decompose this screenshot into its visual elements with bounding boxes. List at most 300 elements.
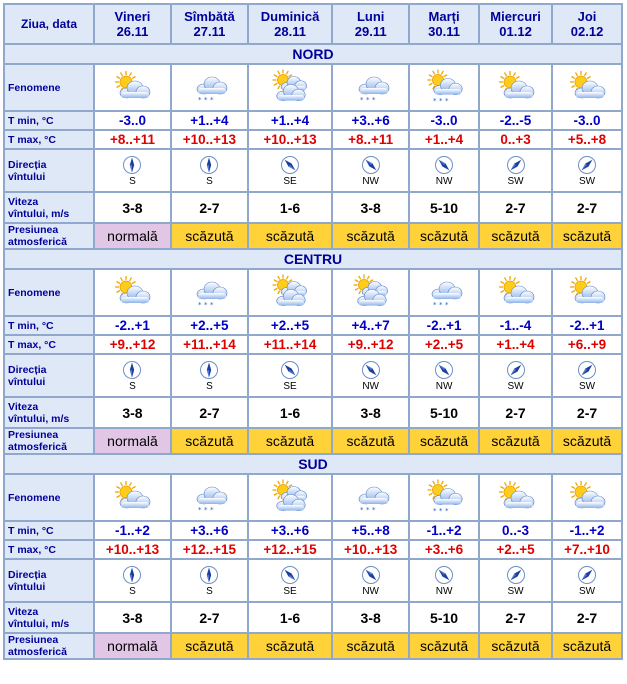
fenomene-row xyxy=(5,270,621,315)
direction-text: SE xyxy=(283,175,297,187)
direction-label-text-2: vîntului xyxy=(8,170,46,183)
weather-cell xyxy=(480,270,551,315)
weather-cell xyxy=(553,475,621,520)
region-title: SUD xyxy=(5,455,621,473)
pressure-value: scăzută xyxy=(172,429,247,453)
direction-label xyxy=(5,150,93,191)
direction-text: SW xyxy=(507,175,524,187)
partly-cloudy-icon xyxy=(95,69,170,107)
direction-text: SE xyxy=(283,585,297,597)
direction-box xyxy=(553,360,621,392)
tmin-row xyxy=(5,522,621,539)
compass-arrow-icon xyxy=(280,565,300,585)
cloud-snow-icon xyxy=(172,274,247,312)
tmin-value: -1..+2 xyxy=(553,522,621,539)
direction-cell xyxy=(95,150,170,191)
compass-arrow-icon xyxy=(199,360,219,380)
svg-text:*: * xyxy=(198,300,202,309)
direction-cell xyxy=(480,150,551,191)
tmin-value: -1..+2 xyxy=(95,522,170,539)
direction-cell xyxy=(333,355,408,396)
tmin-row xyxy=(5,317,621,334)
compass-arrow-icon xyxy=(506,565,526,585)
pressure-value: scăzută xyxy=(249,429,331,453)
partly-cloudy-icon xyxy=(553,479,621,517)
svg-text:*: * xyxy=(371,95,376,104)
tmax-value: +1..+4 xyxy=(410,131,478,148)
day-date: 30.11 xyxy=(428,24,460,39)
direction-label xyxy=(5,355,93,396)
day-header xyxy=(95,5,170,43)
day-header xyxy=(410,5,478,43)
pressure-value: scăzută xyxy=(333,634,408,658)
day-date: 02.12 xyxy=(570,24,604,39)
weather-cell xyxy=(553,270,621,315)
svg-text:*: * xyxy=(439,300,443,309)
tmax-value: +8..+11 xyxy=(333,131,408,148)
day-header xyxy=(553,5,621,43)
compass-arrow-icon xyxy=(361,565,381,585)
day-date: 28.11 xyxy=(274,24,306,39)
tmax-value: +3..+6 xyxy=(410,541,478,558)
direction-text: SE xyxy=(283,380,297,392)
tmax-label xyxy=(5,131,93,148)
pressure-value: scăzută xyxy=(249,634,331,658)
pressure-label-text-2: atmosferică xyxy=(8,441,67,453)
tmin-value: +3..+6 xyxy=(333,112,408,129)
svg-text:*: * xyxy=(359,95,364,104)
day-name: Marți xyxy=(428,9,460,24)
speed-label-text: Viteza xyxy=(8,400,39,413)
direction-cell xyxy=(480,560,551,601)
tmax-value: +2..+5 xyxy=(410,336,478,353)
direction-box xyxy=(410,360,478,392)
partly-cloudy-icon xyxy=(95,274,170,312)
tmin-value: -3..0 xyxy=(410,112,478,129)
tmax-value: +8..+11 xyxy=(95,131,170,148)
pressure-label-text-2: atmosferică xyxy=(8,236,67,248)
pressure-value: scăzută xyxy=(172,224,247,248)
pressure-value: scăzută xyxy=(553,429,621,453)
svg-text:*: * xyxy=(204,95,208,104)
day-date: 01.12 xyxy=(499,24,532,39)
direction-box xyxy=(480,360,551,392)
compass-arrow-icon xyxy=(199,565,219,585)
cloud-snow-icon xyxy=(333,69,408,107)
weather-cell xyxy=(172,475,247,520)
weather-cell xyxy=(553,65,621,110)
region-title: CENTRU xyxy=(5,250,621,268)
direction-cell xyxy=(172,150,247,191)
speed-value: 3-8 xyxy=(333,603,408,632)
tmin-value: +4..+7 xyxy=(333,317,408,334)
speed-value: 5-10 xyxy=(410,193,478,222)
speed-label-text-2: vîntului, m/s xyxy=(8,617,70,630)
weather-cell xyxy=(333,475,408,520)
weather-cell xyxy=(480,65,551,110)
pressure-label-text-2: atmosferică xyxy=(8,646,67,658)
weather-cell xyxy=(95,475,170,520)
speed-value: 5-10 xyxy=(410,603,478,632)
tmax-value: +11..+14 xyxy=(249,336,331,353)
direction-text: NW xyxy=(435,175,453,187)
tmin-value: +3..+6 xyxy=(249,522,331,539)
direction-text: SW xyxy=(578,585,596,597)
pressure-value: scăzută xyxy=(172,634,247,658)
compass-arrow-icon xyxy=(577,360,597,380)
speed-row xyxy=(5,398,621,427)
tmin-value: -1..+2 xyxy=(410,522,478,539)
svg-text:*: * xyxy=(445,506,449,515)
tmax-value: +1..+4 xyxy=(480,336,551,353)
compass-arrow-icon xyxy=(199,155,219,175)
region-row xyxy=(5,45,621,63)
tmax-label xyxy=(5,336,93,353)
speed-value: 2-7 xyxy=(172,193,247,222)
tmax-label xyxy=(5,541,93,558)
direction-box xyxy=(172,565,247,597)
partly-cloudy-icon xyxy=(95,479,170,517)
direction-cell xyxy=(95,355,170,396)
tmax-label-text: T max, °C xyxy=(8,133,56,146)
speed-value: 3-8 xyxy=(333,193,408,222)
direction-text: SW xyxy=(507,380,524,392)
tmin-value: -1..-4 xyxy=(480,317,551,334)
speed-value: 1-6 xyxy=(249,193,331,222)
compass-arrow-icon xyxy=(122,360,142,380)
pressure-value: scăzută xyxy=(333,429,408,453)
svg-text:*: * xyxy=(210,505,214,514)
weather-cell xyxy=(172,270,247,315)
pressure-label-text: Presiunea xyxy=(8,224,59,236)
cloud-snow-icon xyxy=(410,274,478,312)
speed-value: 1-6 xyxy=(249,603,331,632)
compass-arrow-icon xyxy=(577,565,597,585)
direction-text: SW xyxy=(578,175,596,187)
speed-label xyxy=(5,603,93,632)
direction-text: S xyxy=(129,175,136,187)
direction-box xyxy=(249,360,331,392)
pressure-value: scăzută xyxy=(480,634,551,658)
compass-arrow-icon xyxy=(280,360,300,380)
cloud-snow-icon xyxy=(172,69,247,107)
speed-label-text: Viteza xyxy=(8,195,39,208)
tmax-value: +12..+15 xyxy=(249,541,331,558)
weather-cell xyxy=(95,65,170,110)
speed-row xyxy=(5,603,621,632)
pressure-row xyxy=(5,429,621,453)
svg-text:*: * xyxy=(210,95,214,104)
svg-text:*: * xyxy=(439,96,443,105)
direction-label-text: Direcția xyxy=(8,363,47,376)
speed-value: 3-8 xyxy=(95,398,170,427)
header-row xyxy=(5,5,621,43)
day-header xyxy=(333,5,408,43)
tmin-label-text: T min, °C xyxy=(8,114,54,127)
tmax-value: +9..+12 xyxy=(333,336,408,353)
direction-cell xyxy=(410,150,478,191)
direction-box xyxy=(410,155,478,187)
speed-value: 3-8 xyxy=(95,603,170,632)
speed-label xyxy=(5,398,93,427)
weather-cell xyxy=(249,65,331,110)
weather-cell xyxy=(249,475,331,520)
tmax-row xyxy=(5,131,621,148)
header-label: Ziua, data xyxy=(5,5,93,43)
tmin-value: -2..-5 xyxy=(480,112,551,129)
pressure-value: normală xyxy=(95,429,170,453)
fenomene-label xyxy=(5,270,93,315)
tmin-label-text: T min, °C xyxy=(8,319,54,332)
fenomene-row xyxy=(5,65,621,110)
tmax-value: +11..+14 xyxy=(172,336,247,353)
svg-text:*: * xyxy=(433,300,437,309)
direction-box xyxy=(410,565,478,597)
tmin-value: -2..+1 xyxy=(95,317,170,334)
tmin-value: +5..+8 xyxy=(333,522,408,539)
day-name: Sîmbătă xyxy=(184,9,235,24)
weather-cell xyxy=(95,270,170,315)
pressure-label-text: Presiunea xyxy=(8,634,59,646)
speed-label-text: Viteza xyxy=(8,605,39,618)
day-name: Luni xyxy=(356,9,385,24)
day-header xyxy=(172,5,247,43)
direction-text: NW xyxy=(362,175,379,187)
region-row xyxy=(5,455,621,473)
pressure-value: scăzută xyxy=(249,224,331,248)
speed-value: 2-7 xyxy=(480,398,551,427)
pressure-value: scăzută xyxy=(410,429,478,453)
direction-box xyxy=(95,565,170,597)
weather-cell xyxy=(480,475,551,520)
tmax-row xyxy=(5,541,621,558)
cloud-snow-icon xyxy=(172,479,247,517)
direction-text: S xyxy=(206,175,213,187)
svg-text:*: * xyxy=(359,505,364,514)
tmax-value: 0..+3 xyxy=(480,131,551,148)
direction-text: S xyxy=(206,585,213,597)
direction-text: SW xyxy=(507,585,524,597)
partly-cloudy-icon xyxy=(553,274,621,312)
direction-text: S xyxy=(206,380,213,392)
fenomene-label-text: Fenomene xyxy=(8,491,61,504)
pressure-label xyxy=(5,429,93,453)
compass-arrow-icon xyxy=(434,360,454,380)
tmin-value: +2..+5 xyxy=(172,317,247,334)
tmax-value: +10..+13 xyxy=(249,131,331,148)
svg-text:*: * xyxy=(210,300,214,309)
svg-text:*: * xyxy=(365,505,370,514)
direction-cell xyxy=(249,150,331,191)
fenomene-label-text: Fenomene xyxy=(8,81,61,94)
tmin-label xyxy=(5,112,93,129)
sun-cloud-snow-icon xyxy=(410,69,478,107)
svg-text:*: * xyxy=(365,95,370,104)
pressure-row xyxy=(5,634,621,658)
direction-label-text-2: vîntului xyxy=(8,375,46,388)
direction-cell xyxy=(480,355,551,396)
pressure-value: normală xyxy=(95,634,170,658)
fenomene-label-text: Fenomene xyxy=(8,286,61,299)
pressure-value: scăzută xyxy=(410,224,478,248)
direction-cell xyxy=(249,560,331,601)
tmin-value: -3..0 xyxy=(553,112,621,129)
day-date: 26.11 xyxy=(116,24,149,39)
fenomene-label xyxy=(5,475,93,520)
direction-text: S xyxy=(129,380,136,392)
tmin-value: +1..+4 xyxy=(172,112,247,129)
svg-text:*: * xyxy=(198,95,202,104)
pressure-value: scăzută xyxy=(480,429,551,453)
compass-arrow-icon xyxy=(434,565,454,585)
pressure-value: scăzută xyxy=(333,224,408,248)
svg-text:*: * xyxy=(204,505,208,514)
day-name: Vineri xyxy=(114,9,151,24)
tmin-value: -2..+1 xyxy=(553,317,621,334)
partly-cloudy-icon xyxy=(480,479,551,517)
weather-cell xyxy=(410,270,478,315)
tmin-label xyxy=(5,522,93,539)
speed-value: 3-8 xyxy=(333,398,408,427)
fenomene-label xyxy=(5,65,93,110)
compass-arrow-icon xyxy=(122,565,142,585)
speed-value: 3-8 xyxy=(95,193,170,222)
day-header xyxy=(249,5,331,43)
tmin-value: +3..+6 xyxy=(172,522,247,539)
day-date: 29.11 xyxy=(354,24,387,39)
speed-value: 1-6 xyxy=(249,398,331,427)
direction-box xyxy=(249,565,331,597)
region-row xyxy=(5,250,621,268)
weather-cell xyxy=(333,65,408,110)
direction-box xyxy=(553,565,621,597)
fenomene-row xyxy=(5,475,621,520)
tmax-value: +5..+8 xyxy=(553,131,621,148)
direction-box xyxy=(249,155,331,187)
direction-row xyxy=(5,150,621,191)
direction-box xyxy=(333,360,408,392)
tmin-value: -3..0 xyxy=(95,112,170,129)
direction-cell xyxy=(333,150,408,191)
compass-arrow-icon xyxy=(577,155,597,175)
sun-cloud-snow-icon xyxy=(410,479,478,517)
speed-row xyxy=(5,193,621,222)
speed-value: 5-10 xyxy=(410,398,478,427)
tmax-row xyxy=(5,336,621,353)
compass-arrow-icon xyxy=(122,155,142,175)
pressure-value: scăzută xyxy=(553,634,621,658)
speed-value: 2-7 xyxy=(480,193,551,222)
tmax-value: +10..+13 xyxy=(172,131,247,148)
speed-value: 2-7 xyxy=(553,398,621,427)
direction-box xyxy=(172,155,247,187)
compass-arrow-icon xyxy=(280,155,300,175)
speed-label xyxy=(5,193,93,222)
weather-cell xyxy=(410,65,478,110)
svg-text:*: * xyxy=(445,300,449,309)
tmax-label-text: T max, °C xyxy=(8,338,56,351)
svg-text:*: * xyxy=(433,96,437,105)
direction-text: NW xyxy=(362,585,379,597)
pressure-value: scăzută xyxy=(553,224,621,248)
direction-cell xyxy=(553,150,621,191)
partly-cloudy-double-icon xyxy=(249,274,331,312)
direction-label-text: Direcția xyxy=(8,568,47,581)
direction-label-text-2: vîntului xyxy=(8,580,46,593)
direction-cell xyxy=(249,355,331,396)
tmin-label-text: T min, °C xyxy=(8,524,54,537)
direction-cell xyxy=(553,560,621,601)
direction-cell xyxy=(172,560,247,601)
compass-arrow-icon xyxy=(361,360,381,380)
direction-cell xyxy=(95,560,170,601)
region-title: NORD xyxy=(5,45,621,63)
tmin-row xyxy=(5,112,621,129)
direction-row xyxy=(5,355,621,396)
compass-arrow-icon xyxy=(361,155,381,175)
weather-cell xyxy=(410,475,478,520)
pressure-label xyxy=(5,224,93,248)
partly-cloudy-double-icon xyxy=(333,274,408,312)
direction-text: NW xyxy=(435,380,453,392)
svg-text:*: * xyxy=(433,506,437,515)
svg-text:*: * xyxy=(445,96,449,105)
direction-text: SW xyxy=(578,380,596,392)
compass-arrow-icon xyxy=(506,360,526,380)
tmin-label xyxy=(5,317,93,334)
direction-box xyxy=(480,155,551,187)
direction-text: S xyxy=(129,585,136,597)
speed-value: 2-7 xyxy=(553,603,621,632)
tmax-value: +10..+13 xyxy=(333,541,408,558)
partly-cloudy-icon xyxy=(553,69,621,107)
direction-box xyxy=(553,155,621,187)
svg-text:*: * xyxy=(371,505,376,514)
tmin-value: +2..+5 xyxy=(249,317,331,334)
speed-value: 2-7 xyxy=(172,603,247,632)
tmax-value: +7..+10 xyxy=(553,541,621,558)
partly-cloudy-icon xyxy=(480,69,551,107)
pressure-label-text: Presiunea xyxy=(8,429,59,441)
tmax-value: +10..+13 xyxy=(95,541,170,558)
tmin-value: +1..+4 xyxy=(249,112,331,129)
tmax-label-text: T max, °C xyxy=(8,543,56,556)
partly-cloudy-icon xyxy=(480,274,551,312)
svg-text:*: * xyxy=(198,505,202,514)
svg-text:*: * xyxy=(204,300,208,309)
direction-label xyxy=(5,560,93,601)
partly-cloudy-double-icon xyxy=(249,69,331,107)
compass-arrow-icon xyxy=(434,155,454,175)
day-name: Joi xyxy=(577,9,597,24)
tmin-value: -2..+1 xyxy=(410,317,478,334)
pressure-value: scăzută xyxy=(410,634,478,658)
day-header xyxy=(480,5,551,43)
speed-label-text-2: vîntului, m/s xyxy=(8,412,70,425)
speed-value: 2-7 xyxy=(553,193,621,222)
day-date: 27.11 xyxy=(193,24,226,39)
partly-cloudy-double-icon xyxy=(249,479,331,517)
day-name: Duminică xyxy=(260,9,320,24)
tmin-value: 0..-3 xyxy=(480,522,551,539)
direction-label-text: Direcția xyxy=(8,158,47,171)
svg-text:*: * xyxy=(439,506,443,515)
day-name: Miercuri xyxy=(490,9,541,24)
direction-box xyxy=(333,155,408,187)
direction-box xyxy=(172,360,247,392)
weather-cell xyxy=(249,270,331,315)
cloud-snow-icon xyxy=(333,479,408,517)
